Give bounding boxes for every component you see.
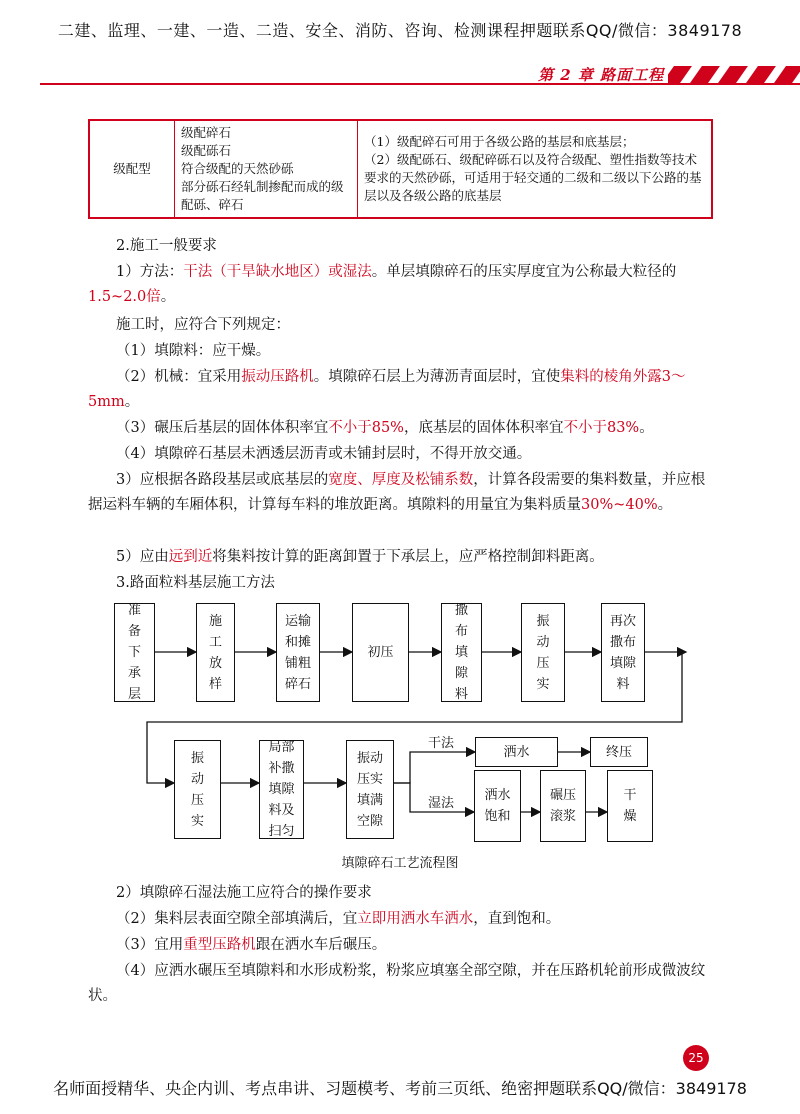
paragraph-slurry: （4）应洒水碾压至填隙料和水形成粉浆，粉浆应填塞全部空隙，并在压路机轮前形成微波纹状。 (88, 963, 706, 1004)
flowchart-caption: 填隙碎石工艺流程图 (341, 856, 459, 871)
paragraph-quantity: 3）应根据各路段基层或底基层的宽度、厚度及松铺系数，计算各段需要的集料数量，并应根据运料车辆的车厢体积，计算每车料的堆放距离。填隙料的用量宜为集料质量30%~40%。 (88, 472, 706, 513)
paragraph-heavy-roller: （3）宜用重型压路机跟在洒水车后碾压。 (116, 937, 387, 953)
flow-step-saturate: 洒水饱和 (474, 770, 521, 842)
flow-step-respread-filler: 再次撒布填隙料 (601, 603, 645, 702)
flow-step-vibratory-compaction-2: 振动压实 (174, 740, 221, 839)
bottom-banner: 名师面授精华、央企内训、考点串讲、习题模考、考前三页纸、绝密押题联系QQ/微信：3849178 (53, 1079, 747, 1098)
paragraph-unloading: 5）应由远到近将集料按计算的距离卸置于下承层上，应严格控制卸料距离。 (116, 549, 604, 565)
dry-method-label: 干法 (428, 736, 455, 751)
wet-method-label: 湿法 (428, 796, 455, 811)
paragraph-sprinkle: （2）集料层表面空隙全部填满后，宜立即用洒水车洒水，直到饱和。 (116, 911, 561, 927)
flow-step-dry: 干燥 (607, 770, 653, 842)
material-item: 符合级配的天然砂砾 (181, 161, 294, 176)
flow-step-transport-spread: 运输和摊铺粗碎石 (276, 603, 320, 702)
flow-step-spread-filler: 撒布填隙料 (441, 603, 482, 702)
flow-step-final-compaction: 终压 (590, 737, 648, 767)
flow-step-compact-fill-voids: 振动压实填满空隙 (346, 740, 394, 839)
table-type-cell: 级配型 (89, 120, 175, 218)
paragraph-wet-method-title: 2）填隙碎石湿法施工应符合的操作要求 (116, 885, 372, 901)
section-title-3: 3.路面粒料基层施工方法 (116, 575, 275, 591)
paragraph-rules-intro: 施工时，应符合下列规定： (116, 317, 290, 333)
section-title-2: 2.施工一般要求 (116, 238, 217, 254)
paragraph-filler: （1）填隙料：应干燥。 (116, 343, 271, 359)
top-banner: 二建、监理、一建、一造、二造、安全、消防、咨询、检测课程押题联系QQ/微信：3849178 (57, 21, 743, 40)
paragraph-traffic: （4）填隙碎石基层未洒透层沥青或未铺封层时，不得开放交通。 (116, 446, 532, 462)
flow-step-sprinkle: 洒水 (475, 737, 558, 767)
flow-step-vibratory-compaction: 振动压实 (521, 603, 565, 702)
paragraph-volume-ratio: （3）碾压后基层的固体体积率宜不小于85%，底基层的固体体积率宜不小于83%。 (116, 420, 654, 436)
flow-step-initial-compaction: 初压 (352, 603, 409, 702)
paragraph-method: 1）方法：干法（干旱缺水地区）或湿法。单层填隙碎石的压实厚度宜为公称最大粒径的1.5~2.0倍。 (88, 264, 677, 305)
flow-step-prepare-base: 准备下承层 (114, 603, 155, 702)
note-item: （2）级配砾石、级配碎砾石以及符合级配、塑性指数等技术要求的天然砂砾，可适用于轻交通的二级和二级以下公路的基层以及各级公路的底基层 (364, 152, 702, 203)
flow-step-local-refill-sweep: 局部补撒填隙料及扫匀 (259, 740, 304, 839)
flow-step-roll-slurry: 碾压滚浆 (540, 770, 586, 842)
material-item: 级配砾石 (181, 143, 232, 158)
material-item: 部分砾石经轧制掺配而成的级配砾、碎石 (181, 179, 344, 212)
flow-step-layout: 施工放样 (196, 603, 235, 702)
note-item: （1）级配碎石可用于各级公路的基层和底基层； (364, 134, 635, 149)
chapter-title: 第 2 章 路面工程 (538, 66, 665, 84)
material-item: 级配碎石 (181, 125, 232, 140)
paragraph-machinery: （2）机械：宜采用振动压路机。填隙碎石层上为薄沥青面层时，宜使集料的棱角外露3～5mm。 (88, 369, 686, 410)
page-number: 25 (683, 1045, 709, 1071)
